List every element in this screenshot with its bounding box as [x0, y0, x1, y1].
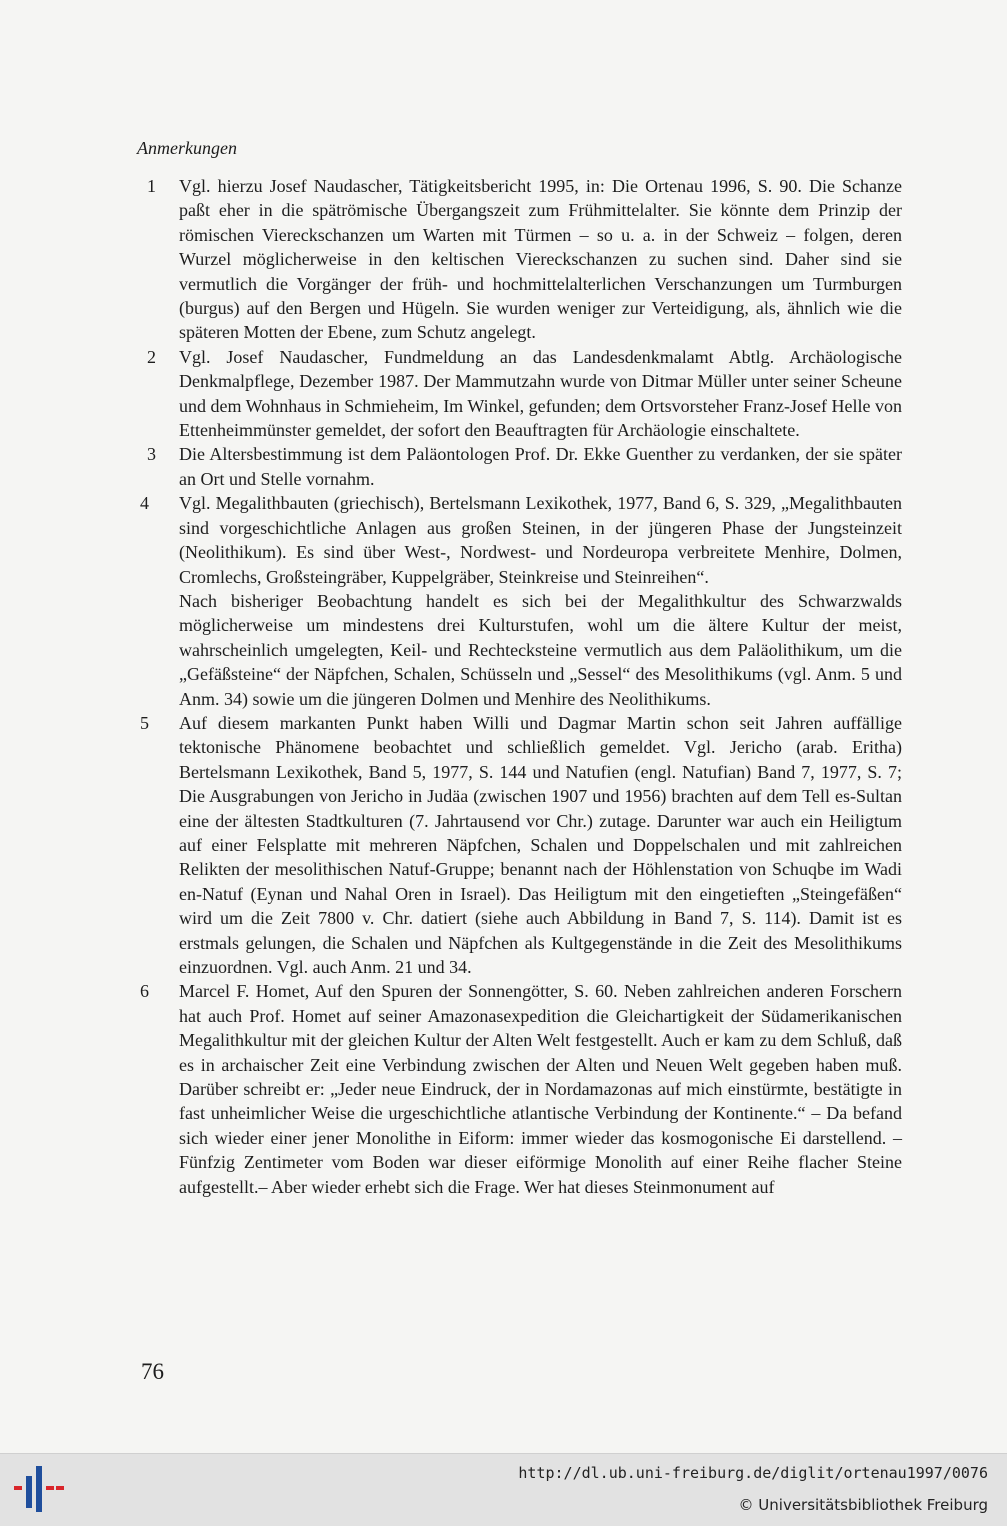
note-number: 3 — [147, 444, 156, 465]
notes-list — [137, 174, 902, 1199]
section-heading: Anmerkungen — [137, 138, 237, 158]
note-text: Vgl. hierzu Josef Naudascher, Tätigkeitsbericht 1995, in: Die Ortenau 1996, S. 90. Die Schanze paßt eher in die spätrömische Übergangszeit zum Frühmittelalter. Sie könnte dem Prinzip der römischen Viereckschanzen um Warten mit Türmen – so u. a. in der Schweiz – folgen, deren Wurzel möglicherweise in den keltischen Viereckschanzen zu suchen sind. Daher sind sie vermutlich die Vorgänger der früh- und hochmittelalterlichen Verschanzungen um Turmburgen (burgus) auf den Bergen und Hügeln. Sie wurden weniger zur Verteidigung, als, ähnlich wie die späteren Motten der Ebene, zum Schutz angelegt. — [179, 176, 902, 343]
permalink-url[interactable]: http://dl.ub.uni-freiburg.de/diglit/ortenau1997/0076 — [518, 1464, 988, 1482]
note-number: 2 — [147, 346, 156, 367]
note-number: 1 — [147, 176, 156, 196]
note-4 — [137, 491, 902, 711]
note-text: Die Altersbestimmung ist dem Paläontologen Prof. Dr. Ekke Guenther zu verdanken, der sie später an Ort und Stelle vornahm. — [179, 444, 902, 489]
note-text: Vgl. Josef Naudascher, Fundmeldung an das Landesdenkmalamt Abtlg. Archäologische Denkmalpflege, Dezember 1987. Der Mammutzahn wurde von Ditmar Müller unter seiner Scheune und dem Wohnhaus in Schmieheim, Im Winkel, gefunden; dem Ortsvorsteher Franz-Josef Helle von Ettenheimmünster gemeldet, der sofort den Beauftragten für Archäologie einschaltete. — [179, 346, 903, 441]
note-number: 6 — [140, 981, 149, 1002]
page-number: 76 — [141, 1359, 164, 1384]
note-text: Auf diesem markanten Punkt haben Willi und Dagmar Martin schon seit Jahren auffällige tektonische Phänomene beobachtet und schließlich gemeldet. Vgl. Jericho (arab. Eritha) Bertelsmann Lexikothek, Band 5, 1977, S. 144 und Natufien (engl. Natufian) Band 7, 1977, S. 7; Die Ausgrabungen von Jericho in Judäa (zwischen 1907 und 1956) brachten auf dem Tell es-Sultan eine der ältesten Stadtkulturen (7. Jahrtausend vor Chr.) zutage. Darunter war auch ein Heiligtum auf einer Felsplatte mit mehreren Näpfchen, Schalen und Doppelschalen und mit zahlreichen Relikten der mesolithischen Natuf-Gruppe; benannt nach der Höhlenstation von Schuqbe im Wadi en-Natuf (Eynan und Nahal Oren in Israel). Das Heiligtum mit den eingetieften „Steingefäßen“ wird um die Zeit 7800 v. Chr. datiert (siehe auch Abbildung in Band 7, S. 114). Damit ist es erstmals gelungen, die Schalen und Näpfchen als Kultgegenstände in die Zeit des Mesolithikums einzuordnen. Vgl. auch Anm. 21 und 34. — [179, 712, 902, 977]
note-5 — [137, 711, 902, 979]
note-text: Marcel F. Homet, Auf den Spuren der Sonnengötter, S. 60. Neben zahlreichen anderen Forschern hat auch Prof. Homet auf seiner Amazonasexpedition die Gleichartigkeit der Südamerikanischen Megalithkultur mit der gleichen Kultur der Alten Welt festgestellt. Auch er kam zu dem Schluß, daß es in archaischer Zeit eine Verbindung zwischen der Alten und Neuen Welt gegeben haben muß. Darüber schreibt er: „Jeder neue Eindruck, der in Nordamazonas auf mich einstürmte, bestätigte in fast unheimlicher Weise die urgeschichtliche atlantische Verbindung der Kontinente.“ – Da befand sich wieder einer jener Monolithe in Eiform: immer wieder das kosmogonische Ei darstellend. – Fünfzig Zentimeter vom Boden war dieser eiförmige Monolith auf einer Reihe flacher Steine aufgestellt.– Aber wieder erhebt sich die Frage. Wer hat dieses Steinmonument auf — [179, 981, 902, 1197]
note-number: 4 — [140, 493, 149, 514]
note-text-continued: Nach bisheriger Beobachtung handelt es sich bei der Megalithkultur des Schwarzwalds möglicherweise um mindestens drei Kulturstufen, wohl um die ältere Kultur der meist, wahrscheinlich umgelegten, Keil- und Rechtecksteine vermutlich aus dem Paläolithikum, um die „Gefäßsteine“ der Näpfchen, Schalen, Schüsseln und „Sessel“ des Mesolithikums (vgl. Anm. 5 und Anm. 34) sowie um die jüngeren Dolmen und Menhire des Neolithikums. — [179, 590, 902, 709]
library-logo-icon[interactable] — [12, 1464, 66, 1514]
note-6 — [137, 979, 902, 1199]
note-text: Vgl. Megalithbauten (griechisch), Bertelsmann Lexikothek, 1977, Band 6, S. 329, „Megalithbauten sind vorgeschichtliche Anlagen aus großen Steinen, in der jüngeren Phase der Jungsteinzeit (Neolithikum). Es sind über West-, Nordwest- und Nordeuropa verbreitete Menhire, Dolmen, Cromlechs, Großsteingräber, Kuppelgräber, Steinkreise und Steinreihen“. — [179, 493, 902, 587]
note-3 — [137, 442, 902, 491]
note-2 — [137, 345, 902, 443]
copyright-notice: © Universitätsbibliothek Freiburg — [738, 1496, 988, 1514]
note-1 — [137, 174, 902, 345]
note-number: 5 — [140, 712, 149, 733]
